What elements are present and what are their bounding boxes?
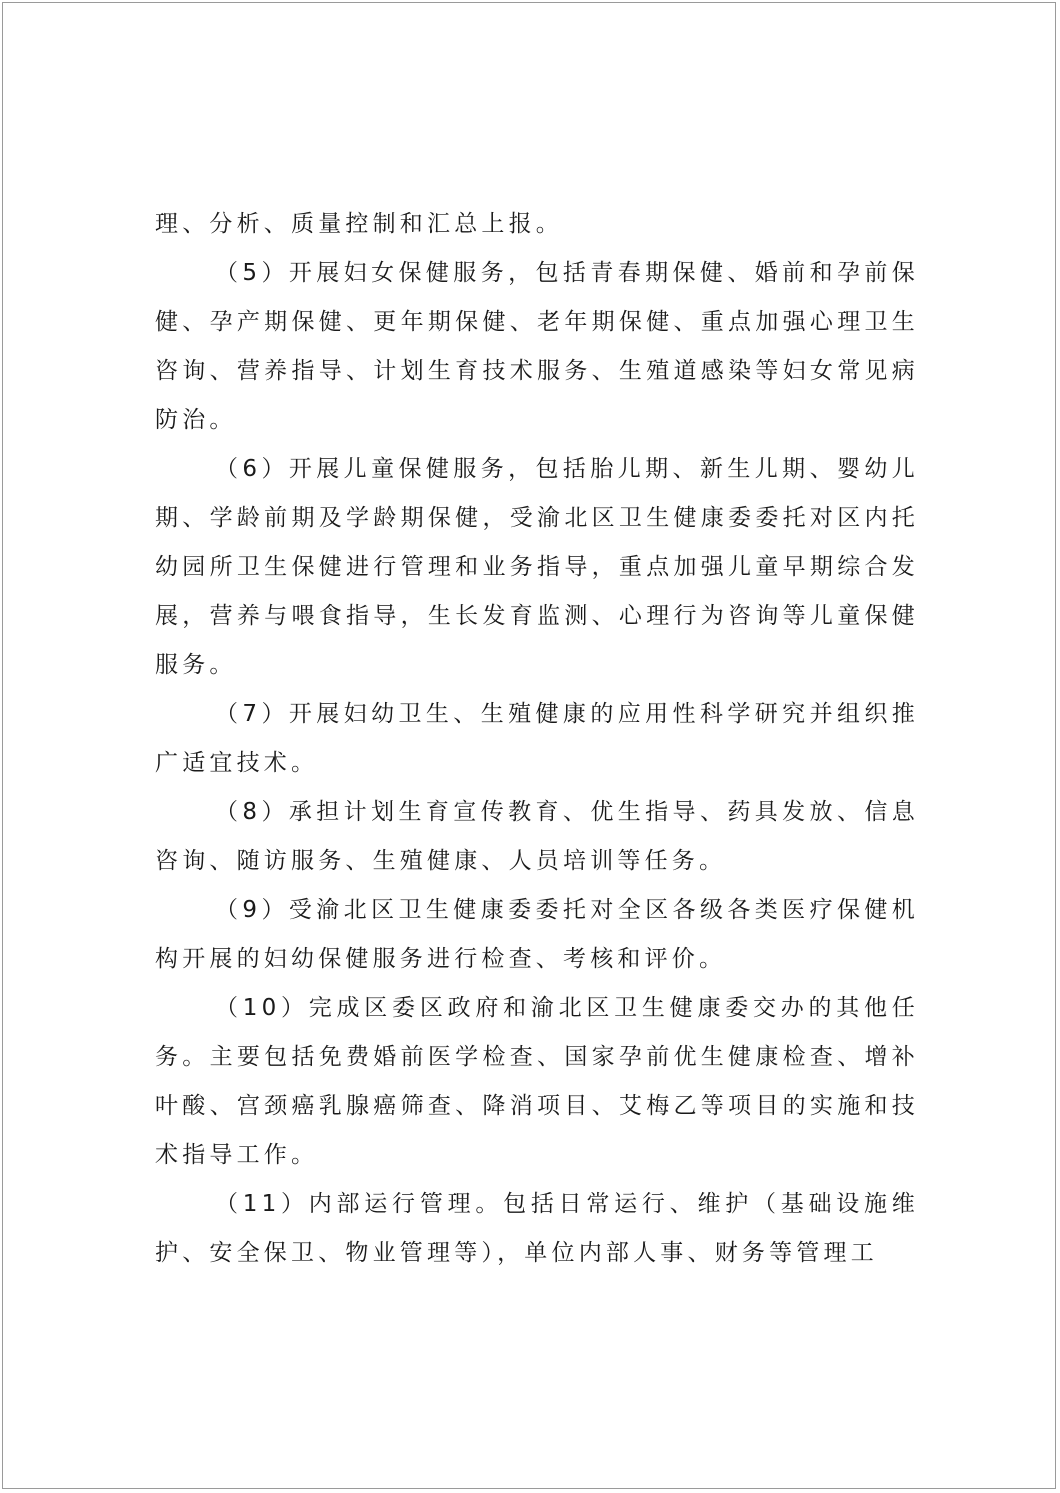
paragraph-item-10: （10）完成区委区政府和渝北区卫生健康委交办的其他任务。主要包括免费婚前医学检查、国家孕前优生健康检查、增补叶酸、宫颈癌乳腺癌筛查、降消项目、艾梅乙等项目的实施和技术指导工作。 — [155, 995, 919, 1168]
paragraph-item-11: （11）内部运行管理。包括日常运行、维护（基础设施维护、安全保卫、物业管理等），单位内部人事、财务等管理工 — [155, 1191, 919, 1266]
paragraph-item-8: （8）承担计划生育宣传教育、优生指导、药具发放、信息咨询、随访服务、生殖健康、人员培训等任务。 — [155, 799, 919, 874]
paragraph-continuation: 理、分析、质量控制和汇总上报。 — [155, 211, 563, 237]
paragraph-item-9: （9）受渝北区卫生健康委委托对全区各级各类医疗保健机构开展的妇幼保健服务进行检查、考核和评价。 — [155, 897, 919, 972]
paragraph-item-6: （6）开展儿童保健服务，包括胎儿期、新生儿期、婴幼儿期、学龄前期及学龄期保健，受渝北区卫生健康委委托对区内托幼园所卫生保健进行管理和业务指导，重点加强儿童早期综合发展，营养与喂食指导，生长发育监测、心理行为咨询等儿童保健服务。 — [155, 456, 919, 678]
document-page — [2, 2, 1056, 1489]
paragraph-item-7: （7）开展妇幼卫生、生殖健康的应用性科学研究并组织推广适宜技术。 — [155, 701, 919, 776]
paragraph-item-5: （5）开展妇女保健服务，包括青春期保健、婚前和孕前保健、孕产期保健、更年期保健、老年期保健、重点加强心理卫生咨询、营养指导、计划生育技术服务、生殖道感染等妇女常见病防治。 — [155, 260, 919, 433]
document-body — [155, 200, 919, 1278]
